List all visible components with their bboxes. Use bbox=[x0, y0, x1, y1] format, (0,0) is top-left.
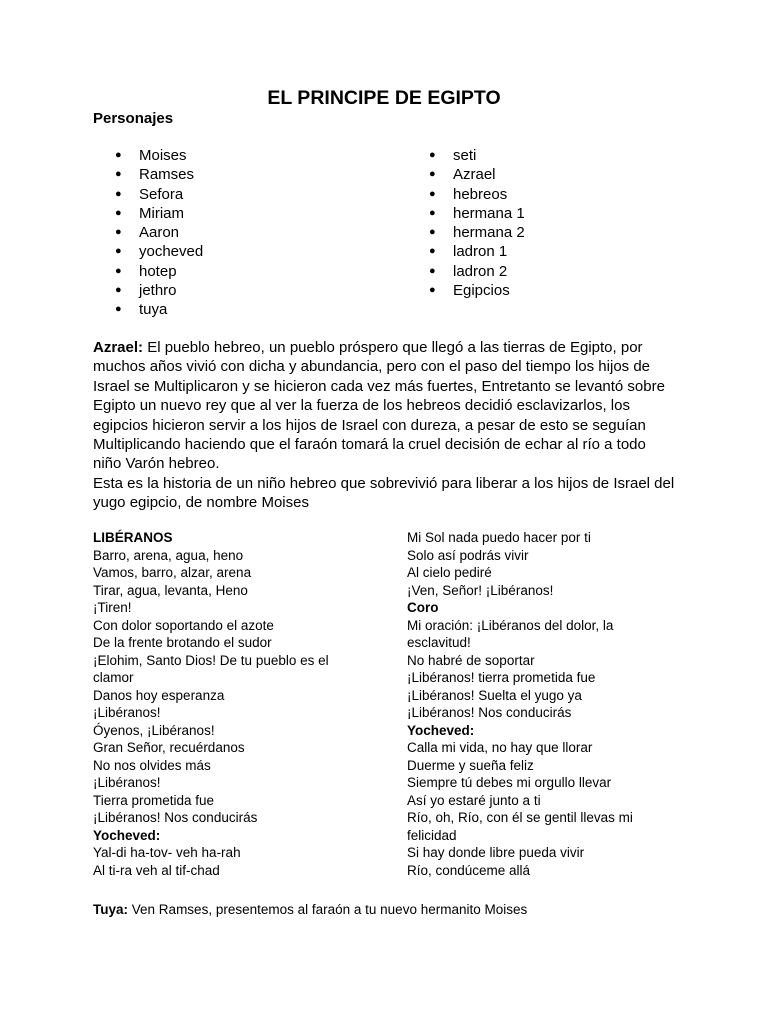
lyric-line: Al ti-ra veh al tif-chad bbox=[93, 862, 220, 878]
character-item: ● Azrael bbox=[407, 165, 525, 184]
lyric-line: Solo así podrás vivir bbox=[407, 547, 529, 563]
character-item: ● Aaron bbox=[93, 223, 203, 242]
lyric-line: ¡Ven, Señor! ¡Libéranos! bbox=[407, 582, 554, 598]
character-item: ● seti bbox=[407, 146, 525, 165]
character-item: ● Egipcios bbox=[407, 281, 525, 300]
lyric-line: Si hay donde libre pueda vivir bbox=[407, 845, 585, 860]
lyric-line: ¡Libéranos! Nos conducirás bbox=[93, 810, 258, 825]
lyric-line: clamor bbox=[93, 670, 134, 685]
lyric-line: Duerme y sueña feliz bbox=[407, 757, 534, 773]
character-item: ● Miriam bbox=[93, 204, 203, 223]
character-item: ● yocheved bbox=[93, 242, 203, 261]
lyric-line: ¡Libéranos! Suelta el yugo ya bbox=[407, 687, 582, 703]
lyric-line: ¡Libéranos! tierra prometida fue bbox=[407, 670, 596, 685]
lyric-line: Así yo estaré junto a ti bbox=[407, 792, 541, 808]
lyric-line: No nos olvides más bbox=[93, 757, 211, 773]
lyric-line: Gran Señor, recuérdanos bbox=[93, 740, 245, 755]
character-item: ● hermana 1 bbox=[407, 204, 525, 223]
lyric-line: LIBÉRANOS bbox=[93, 530, 173, 545]
song-lyrics-right bbox=[407, 529, 633, 879]
character-item: ● hebreos bbox=[407, 185, 525, 204]
character-item: ● tuya bbox=[93, 300, 203, 319]
lyric-line: Tirar, agua, levanta, Heno bbox=[93, 582, 248, 598]
character-item: ● ladron 2 bbox=[407, 262, 525, 281]
lyric-line: Danos hoy esperanza bbox=[93, 687, 225, 703]
lyric-line: Coro bbox=[407, 600, 439, 615]
lyric-line: No habré de soportar bbox=[407, 652, 535, 668]
lyric-line: ¡Elohim, Santo Dios! De tu pueblo es el bbox=[93, 652, 329, 668]
narration-block bbox=[93, 338, 678, 513]
characters-list-left bbox=[93, 146, 203, 320]
lyric-line: Con dolor soportando el azote bbox=[93, 617, 274, 633]
song-lyrics-left bbox=[93, 529, 329, 879]
lyric-line: ¡Libéranos! Nos conducirás bbox=[407, 705, 572, 720]
closing-text: Ven Ramses, presentemos al faraón a tu nuevo hermanito Moises bbox=[131, 902, 528, 917]
narration-text-2: Esta es la historia de un niño hebreo que sobrevivió para liberar a los hijos de Israel del yugo egipcio, de nombre Moises bbox=[93, 474, 675, 512]
lyric-line: Óyenos, ¡Libéranos! bbox=[93, 722, 215, 738]
lyric-line: De la frente brotando el sudor bbox=[93, 635, 272, 650]
lyric-line: Río, condúceme allá bbox=[407, 862, 531, 878]
closing-line bbox=[93, 901, 527, 919]
lyric-line: Río, oh, Río, con él se gentil llevas mi bbox=[407, 810, 633, 825]
character-item: ● Ramses bbox=[93, 165, 203, 184]
lyric-line: ¡Libéranos! bbox=[93, 705, 161, 720]
lyric-line: ¡Libéranos! bbox=[93, 775, 161, 790]
character-item: ● ladron 1 bbox=[407, 242, 525, 261]
characters-heading: Personajes bbox=[93, 110, 174, 127]
lyric-line: Al cielo pediré bbox=[407, 565, 492, 580]
lyric-line: Yal-di ha-tov- veh ha-rah bbox=[93, 845, 241, 860]
characters-list-right bbox=[407, 146, 525, 300]
lyric-line: esclavitud! bbox=[407, 635, 471, 650]
lyric-line: Mi oración: ¡Libéranos del dolor, la bbox=[407, 617, 614, 633]
lyric-line: felicidad bbox=[407, 827, 457, 843]
lyric-line: Siempre tú debes mi orgullo llevar bbox=[407, 775, 612, 790]
lyric-line: Mi Sol nada puedo hacer por ti bbox=[407, 530, 591, 545]
narration-text: El pueblo hebreo, un pueblo próspero que llegó a las tierras de Egipto, por muchos años vivió con dicha y abundancia, pero con el paso del tiempo los hijos de Israel se Multiplicaron y se hicieron cada vez más fuertes, Entretanto se levantó sobre Egipto un nuevo rey que al ver la fuerza de los hebreos decidió esclavizarlos, los egipcios hicieron servir a los hijos de Israel con dureza, a pesar de esto se seguían Multiplicando haciendo que el faraón tomará la cruel decisión de echar al río a todo niño Varón hebreo. bbox=[93, 339, 665, 473]
narration-speaker: Azrael: bbox=[93, 339, 144, 356]
closing-speaker: Tuya: bbox=[93, 902, 129, 917]
lyric-line: Yocheved: bbox=[407, 722, 475, 738]
lyric-line: Vamos, barro, alzar, arena bbox=[93, 565, 252, 580]
character-item: ● Moises bbox=[93, 146, 203, 165]
lyric-line: Tierra prometida fue bbox=[93, 792, 215, 808]
lyric-line: Barro, arena, agua, heno bbox=[93, 547, 244, 563]
character-item: ● Sefora bbox=[93, 185, 203, 204]
lyric-line: Calla mi vida, no hay que llorar bbox=[407, 740, 593, 755]
character-item: ● jethro bbox=[93, 281, 203, 300]
page-title: EL PRINCIPE DE EGIPTO bbox=[267, 87, 501, 109]
lyric-line: ¡Tiren! bbox=[93, 600, 132, 615]
character-item: ● hotep bbox=[93, 262, 203, 281]
character-item: ● hermana 2 bbox=[407, 223, 525, 242]
lyric-line: Yocheved: bbox=[93, 827, 161, 843]
